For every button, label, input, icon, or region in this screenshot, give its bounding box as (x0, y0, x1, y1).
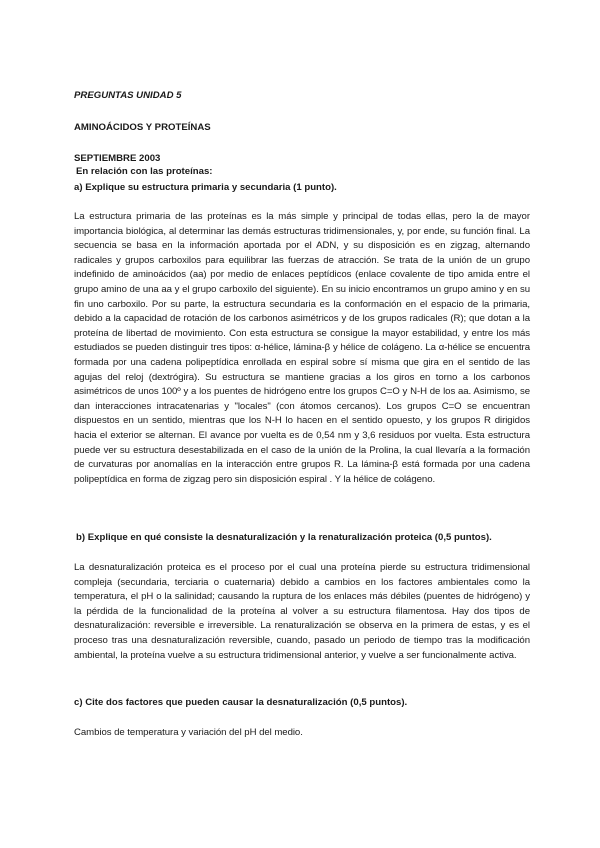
question-a: a) Explique su estructura primaria y secundaria (1 punto). (74, 182, 337, 193)
intro-line: En relación con las proteínas: (76, 166, 213, 177)
answer-b: La desnaturalización proteica es el proceso por el cual una proteína pierde su estructura tridimensional compleja (secundaria, terciaria o cuaternaria) debido a cambios en los factores ambientales como la temperatura, el pH o la salinidad; causando la ruptura de los enlaces más débiles (puentes de hidrógeno) y la pérdida de la funcionalidad de la proteína al volver a su estructura filamentosa. Hay dos tipos de desnaturalización: reversible e irreversible. La renaturalización se observa en la primera de estas, y es el proceso tras una desnaturalización reversible, cuando, pasado un periodo de tiempo tras la modificación ambiental, la proteína vuelve a su estructura tridimensional anterior, y vuelve a ser funcionalmente activa. (74, 562, 530, 661)
topic-title: AMINOÁCIDOS Y PROTEÍNAS (74, 122, 211, 133)
question-c: c) Cite dos factores que pueden causar la desnaturalización (0,5 puntos). (74, 697, 408, 708)
session-date: SEPTIEMBRE 2003 (74, 153, 161, 164)
unit-title: PREGUNTAS UNIDAD 5 (74, 90, 182, 101)
answer-a: La estructura primaria de las proteínas es la más simple y principal de todas ellas, pero la de mayor importancia biológica, al determinar las demás estructuras tridimensionales, y, por ende, su función final. La secuencia se basa en la información aportada por el ADN, y su disposición es en zigzag, alternando radicales y grupos carboxilos para equilibrar las fuerzas de atracción. Se trata de la unión de un grupo indefinido de aminoácidos (aa) por medio de enlaces peptídicos (enlace covalente de tipo amida entre el grupo amino de una aa y el grupo carboxilo del siguiente). En su inicio encontramos un grupo amino y en su fin uno carboxilo. Por su parte, la estructura secundaria es la conformación en el espacio de la primaria, debido a la capacidad de rotación de los carbonos asimétricos y de los grupos radicales (R); que dotan a la proteína de libertad de movimiento. Con esta estructura se consigue la mayor estabilidad, y entre los más estudiados se pueden distinguir tres tipos: α-hélice, lámina-β y hélice de colágeno. La α-hélice se encuentra formada por una cadena polipeptídica enrollada en espiral sobre sí misma que gira en el sentido de las agujas del reloj (dextrógira). Su estructura se mantiene gracias a los giros en torno a los carbonos asimétricos de unos 100º y a los puentes de hidrógeno entre los grupos C=O y N-H de los aa. Asimismo, se dan interacciones intracatenarias y "locales" (con átomos cercanos). Los grupos C=O se encuentran dispuestos en un sentido, mientras que los N-H lo hacen en el sentido opuesto, y los grupos R dirigidos hacia el exterior se alternan. El avance por vuelta es de 0,54 nm y 3,6 residuos por vuelta. Esta estructura puede ver su estructura desestabilizada en el caso de la unión de la Prolina, la cual llevaría a la formación de curvaturas por anomalías en la interacción entre grupos R. La lámina-β está formada por una cadena polipeptídica en forma de zigzag pero sin disposición espiral . Y la hélice de colágeno. (74, 211, 530, 485)
question-b: b) Explique en qué consiste la desnaturalización y la renaturalización proteica (0,5 puntos). (76, 532, 492, 543)
answer-c: Cambios de temperatura y variación del pH del medio. (74, 727, 303, 738)
